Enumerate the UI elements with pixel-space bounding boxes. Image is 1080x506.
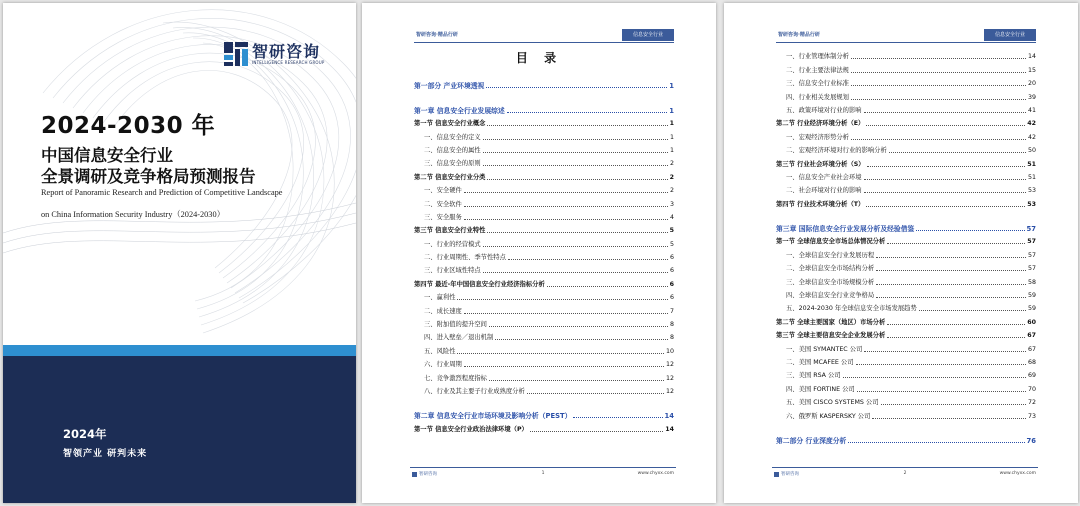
toc-entry-title: 第三章 国际信息安全行业发展分析及经验借鉴 xyxy=(776,225,915,234)
toc-entry-item[interactable] xyxy=(414,128,674,141)
toc-entry-title: 三、安全服务 xyxy=(424,213,462,221)
toc-entry-page: 2 xyxy=(669,160,674,168)
toc-leader-dots xyxy=(851,99,1026,100)
toc-entry-page: 53 xyxy=(1027,187,1036,195)
toc-entry-title: 第一部分 产业环境透视 xyxy=(414,82,485,91)
toc-leader-dots xyxy=(508,259,668,260)
cover-english-title-line1: Report of Panoramic Research and Prediction of Competitive Landscape xyxy=(41,188,283,197)
toc-entry-title: 二、美国 MCAFEE 公司 xyxy=(786,358,854,366)
toc-entry-page: 58 xyxy=(1027,278,1036,286)
toc-list xyxy=(776,48,1036,445)
toc-entry-item[interactable] xyxy=(414,302,674,315)
toc-entry-title: 三、信息安全行业标准 xyxy=(786,80,849,88)
header-industry-tag: 信息安全行业 xyxy=(622,29,674,41)
toc-entry-title: 一、行业的经营模式 xyxy=(424,240,481,248)
toc-entry-item[interactable] xyxy=(776,102,1036,115)
toc-entry-section[interactable] xyxy=(776,155,1036,168)
footer-url[interactable]: www.chyxx.com xyxy=(999,471,1036,476)
toc-leader-dots xyxy=(876,257,1026,258)
toc-leader-dots xyxy=(864,192,1026,193)
toc-leader-dots xyxy=(547,286,668,287)
toc-entry-page: 6 xyxy=(669,267,674,275)
toc-entry-title: 一、信息安全的定义 xyxy=(424,133,481,141)
toc-leader-dots xyxy=(495,339,668,340)
toc-heading: 目 录 xyxy=(515,51,563,65)
toc-entry-title: 二、全球信息安全市场结构分析 xyxy=(786,265,875,273)
toc-entry-title: 第二节 信息安全行业分类 xyxy=(414,173,486,181)
toc-leader-dots xyxy=(848,442,1024,443)
toc-entry-item[interactable] xyxy=(776,394,1036,407)
toc-leader-dots xyxy=(843,377,1026,378)
toc-entry-section[interactable] xyxy=(414,420,674,433)
toc-leader-dots xyxy=(887,337,1025,338)
toc-entry-page: 1 xyxy=(669,106,674,115)
toc-entry-title: 三、行业区域性特点 xyxy=(424,267,481,275)
toc-entry-part[interactable] xyxy=(776,432,1036,445)
toc-entry-title: 二、成长速度 xyxy=(424,307,462,315)
footer-url[interactable]: www.chyxx.com xyxy=(637,471,674,476)
toc-entry-page: 14 xyxy=(1027,53,1036,61)
toc-entry-item[interactable] xyxy=(414,356,674,369)
toc-leader-dots xyxy=(464,313,668,314)
toc-entry-title: 四、进入壁垒／退出机制 xyxy=(424,334,494,342)
page-footer xyxy=(772,467,1038,479)
toc-entry-item[interactable] xyxy=(776,142,1036,155)
toc-entry-section[interactable] xyxy=(776,313,1036,326)
toc-entry-page: 10 xyxy=(665,347,674,355)
toc-entry-section[interactable] xyxy=(414,168,674,181)
toc-entry-item[interactable] xyxy=(776,88,1036,101)
footer-page-number: 2 xyxy=(903,471,907,476)
toc-entry-title: 二、安全软件 xyxy=(424,200,462,208)
header-industry-tag: 信息安全行业 xyxy=(984,29,1036,41)
toc-entry-page: 1 xyxy=(669,133,674,141)
toc-entry-title: 五、政策环境对行业的影响 xyxy=(786,106,862,114)
toc-leader-dots xyxy=(464,366,664,367)
toc-entry-chapter[interactable] xyxy=(776,220,1036,233)
header-publisher: 智研咨询·精品行研 xyxy=(416,32,458,38)
toc-entry-section[interactable] xyxy=(776,115,1036,128)
toc-leader-dots xyxy=(527,393,664,394)
toc-entry-page: 6 xyxy=(669,254,674,262)
toc-entry-item[interactable] xyxy=(414,329,674,342)
toc-leader-dots xyxy=(851,58,1026,59)
toc-entry-chapter[interactable] xyxy=(414,101,674,114)
toc-leader-dots xyxy=(876,297,1026,298)
toc-entry-title: 五、2024-2030 年全球信息安全市场发展趋势 xyxy=(786,305,917,313)
toc-entry-item[interactable] xyxy=(776,340,1036,353)
toc-page-1 xyxy=(362,3,716,503)
toc-entry-item[interactable] xyxy=(414,316,674,329)
toc-leader-dots xyxy=(881,404,1026,405)
toc-leader-dots xyxy=(487,179,667,180)
toc-entry-page: 6 xyxy=(669,280,674,288)
toc-leader-dots xyxy=(464,206,668,207)
toc-entry-page: 6 xyxy=(669,294,674,302)
toc-entry-page: 68 xyxy=(1027,358,1036,366)
toc-leader-dots xyxy=(483,272,668,273)
toc-entry-page: 53 xyxy=(1027,200,1036,208)
toc-entry-page: 12 xyxy=(665,387,674,395)
toc-entry-section[interactable] xyxy=(776,233,1036,246)
toc-entry-page: 1 xyxy=(669,120,674,128)
toc-entry-title: 三、信息安全的原则 xyxy=(424,160,481,168)
toc-leader-dots xyxy=(457,353,664,354)
toc-leader-dots xyxy=(872,418,1026,419)
toc-leader-dots xyxy=(916,230,1024,231)
toc-entry-item[interactable] xyxy=(776,182,1036,195)
toc-entry-item[interactable] xyxy=(414,383,674,396)
toc-entry-item[interactable] xyxy=(776,246,1036,259)
report-cover-page xyxy=(3,3,356,503)
toc-entry-section[interactable] xyxy=(776,327,1036,340)
cover-title-line2: 全景调研及竞争格局预测报告 xyxy=(41,167,256,186)
toc-entry-page: 1 xyxy=(669,82,674,91)
toc-entry-page: 1 xyxy=(669,146,674,154)
toc-entry-title: 第二部分 行业深度分析 xyxy=(776,436,847,445)
toc-entry-page: 57 xyxy=(1027,251,1036,259)
toc-entry-title: 第二节 行业经济环境分析（E） xyxy=(776,120,865,128)
toc-leader-dots xyxy=(487,125,667,126)
toc-entry-page: 7 xyxy=(669,307,674,315)
toc-entry-page: 67 xyxy=(1027,332,1036,340)
toc-entry-title: 一、安全硬件 xyxy=(424,187,462,195)
toc-entry-page: 39 xyxy=(1027,93,1036,101)
toc-entry-title: 三、附加值的提升空间 xyxy=(424,321,487,329)
toc-entry-title: 四、行业相关发展规划 xyxy=(786,93,849,101)
toc-entry-page: 57 xyxy=(1027,265,1036,273)
toc-entry-title: 六、俄罗斯 KASPERSKY 公司 xyxy=(786,412,871,420)
toc-entry-page: 72 xyxy=(1027,399,1036,407)
toc-entry-title: 七、竞争激烈程度指标 xyxy=(424,374,487,382)
toc-entry-item[interactable] xyxy=(414,262,674,275)
toc-leader-dots xyxy=(483,139,668,140)
toc-entry-page: 42 xyxy=(1027,120,1036,128)
toc-entry-page: 41 xyxy=(1027,106,1036,114)
toc-entry-page: 60 xyxy=(1027,318,1036,326)
toc-leader-dots xyxy=(530,431,663,432)
toc-entry-item[interactable] xyxy=(776,407,1036,420)
cover-year-range: 2024-2030 年 xyxy=(41,113,216,139)
toc-entry-title: 第三节 行业社会环境分析（S） xyxy=(776,160,865,168)
toc-entry-title: 第二节 全球主要国家（地区）市场分析 xyxy=(776,318,886,326)
toc-entry-title: 二、行业周期性、季节性特点 xyxy=(424,254,506,262)
cover-english-title-line2: on China Information Security Industry（2024-2030） xyxy=(41,210,225,219)
toc-entry-page: 73 xyxy=(1027,412,1036,420)
toc-leader-dots xyxy=(457,299,668,300)
toc-entry-page: 2 xyxy=(669,187,674,195)
toc-entry-title: 第二章 信息安全行业市场环境及影响分析（PEST） xyxy=(414,412,572,421)
toc-leader-dots xyxy=(489,380,664,381)
toc-entry-item[interactable] xyxy=(776,48,1036,61)
toc-entry-item[interactable] xyxy=(414,249,674,262)
toc-leader-dots xyxy=(864,351,1026,352)
toc-leader-dots xyxy=(864,112,1026,113)
toc-entry-title: 一、美国 SYMANTEC 公司 xyxy=(786,345,863,353)
toc-entry-title: 第四节 最近-年中国信息安全行业经济指标分析 xyxy=(414,280,545,288)
toc-entry-title: 第四节 行业技术环境分析（T） xyxy=(776,200,865,208)
toc-entry-title: 六、行业周期 xyxy=(424,361,462,369)
toc-entry-page: 2 xyxy=(669,173,674,181)
toc-entry-item[interactable] xyxy=(414,235,674,248)
toc-entry-item[interactable] xyxy=(776,128,1036,141)
toc-entry-item[interactable] xyxy=(776,380,1036,393)
toc-entry-page: 50 xyxy=(1027,147,1036,155)
toc-entry-item[interactable] xyxy=(414,289,674,302)
toc-leader-dots xyxy=(464,192,668,193)
toc-entry-page: 8 xyxy=(669,334,674,342)
header-publisher: 智研咨询·精品行研 xyxy=(778,32,820,38)
toc-entry-title: 一、信息安全产业社会环境 xyxy=(786,173,862,181)
toc-leader-dots xyxy=(487,232,667,233)
toc-entry-title: 第三节 信息安全行业特性 xyxy=(414,227,486,235)
toc-entry-part[interactable] xyxy=(414,77,674,90)
logo-mark-icon xyxy=(223,41,249,67)
toc-leader-dots xyxy=(857,391,1026,392)
toc-entry-page: 12 xyxy=(665,361,674,369)
toc-entry-page: 51 xyxy=(1027,173,1036,181)
toc-entry-item[interactable] xyxy=(776,354,1036,367)
toc-entry-item[interactable] xyxy=(776,169,1036,182)
toc-leader-dots xyxy=(856,364,1026,365)
toc-leader-dots xyxy=(851,139,1026,140)
cover-title-line1: 中国信息安全行业 xyxy=(41,146,173,165)
page-header xyxy=(776,29,1036,43)
toc-entry-page: 8 xyxy=(669,321,674,329)
toc-entry-title: 第一节 全球信息安全市场总体情况分析 xyxy=(776,238,886,246)
toc-entry-page: 14 xyxy=(665,425,674,433)
toc-entry-title: 三、美国 RSA 公司 xyxy=(786,372,841,380)
toc-entry-item[interactable] xyxy=(776,367,1036,380)
toc-list xyxy=(414,77,674,434)
toc-entry-page: 57 xyxy=(1026,225,1036,234)
toc-entry-item[interactable] xyxy=(414,142,674,155)
toc-entry-page: 59 xyxy=(1027,305,1036,313)
toc-entry-page: 67 xyxy=(1027,345,1036,353)
toc-entry-title: 八、行业及其主要子行业成熟度分析 xyxy=(424,387,525,395)
toc-entry-item[interactable] xyxy=(776,300,1036,313)
toc-entry-title: 第三节 全球主要信息安全企业发展分析 xyxy=(776,332,886,340)
footer-page-number: 1 xyxy=(541,471,545,476)
toc-entry-page: 76 xyxy=(1026,436,1036,445)
toc-entry-page: 5 xyxy=(669,227,674,235)
toc-leader-dots xyxy=(876,270,1026,271)
toc-entry-title: 一、宏观经济形势分析 xyxy=(786,133,849,141)
toc-leader-dots xyxy=(464,219,668,220)
toc-entry-title: 第一节 信息安全行业政治法律环境（P） xyxy=(414,425,528,433)
toc-leader-dots xyxy=(489,326,668,327)
toc-entry-page: 5 xyxy=(669,240,674,248)
toc-entry-page: 69 xyxy=(1027,372,1036,380)
toc-entry-item[interactable] xyxy=(776,61,1036,74)
page-footer xyxy=(410,467,676,479)
toc-entry-title: 一、行业管理体制分析 xyxy=(786,53,849,61)
toc-entry-section[interactable] xyxy=(414,275,674,288)
toc-entry-title: 五、风险性 xyxy=(424,347,456,355)
logo-name-en: INTELLIGENCE RESEARCH GROUP xyxy=(252,60,325,65)
toc-entry-page: 42 xyxy=(1027,133,1036,141)
toc-entry-page: 4 xyxy=(669,213,674,221)
toc-entry-page: 59 xyxy=(1027,292,1036,300)
toc-entry-item[interactable] xyxy=(776,287,1036,300)
toc-entry-title: 一、赢利性 xyxy=(424,294,456,302)
toc-entry-title: 二、行业主要法律法规 xyxy=(786,66,849,74)
toc-entry-item[interactable] xyxy=(414,342,674,355)
toc-entry-section[interactable] xyxy=(414,222,674,235)
toc-entry-item[interactable] xyxy=(414,209,674,222)
cover-slogan: 智领产业 研判未来 xyxy=(63,449,148,459)
toc-page-2 xyxy=(724,3,1078,503)
toc-leader-dots xyxy=(876,284,1026,285)
toc-entry-title: 二、信息安全的属性 xyxy=(424,146,481,154)
toc-entry-title: 五、美国 CISCO SYSTEMS 公司 xyxy=(786,399,879,407)
toc-leader-dots xyxy=(867,166,1026,167)
toc-entry-section[interactable] xyxy=(776,195,1036,208)
logo-name-cn: 智研咨询 xyxy=(252,42,321,61)
toc-entry-title: 四、全球信息安全行业竞争格局 xyxy=(786,292,875,300)
toc-entry-page: 70 xyxy=(1027,385,1036,393)
toc-entry-item[interactable] xyxy=(414,369,674,382)
toc-entry-item[interactable] xyxy=(776,260,1036,273)
toc-entry-title: 第一节 信息安全行业概念 xyxy=(414,120,486,128)
toc-entry-page: 14 xyxy=(664,412,674,421)
cover-year: 2024年 xyxy=(63,427,107,441)
cover-navy-block xyxy=(3,356,356,503)
toc-leader-dots xyxy=(573,417,662,418)
toc-entry-title: 第一章 信息安全行业发展综述 xyxy=(414,106,505,115)
toc-entry-item[interactable] xyxy=(776,273,1036,286)
toc-entry-title: 二、宏观经济环境对行业的影响分析 xyxy=(786,147,887,155)
toc-entry-title: 三、全球信息安全市场规模分析 xyxy=(786,278,875,286)
toc-leader-dots xyxy=(507,112,668,113)
toc-entry-item[interactable] xyxy=(414,155,674,168)
toc-entry-page: 15 xyxy=(1027,66,1036,74)
toc-leader-dots xyxy=(887,243,1025,244)
toc-leader-dots xyxy=(887,324,1025,325)
toc-entry-page: 3 xyxy=(669,200,674,208)
toc-leader-dots xyxy=(851,72,1026,73)
footer-logo-text: 智研咨询 xyxy=(419,472,437,477)
toc-entry-page: 20 xyxy=(1027,80,1036,88)
toc-leader-dots xyxy=(483,152,668,153)
toc-leader-dots xyxy=(866,206,1025,207)
toc-leader-dots xyxy=(866,125,1025,126)
toc-entry-title: 二、社会环境对行业的影响 xyxy=(786,187,862,195)
toc-leader-dots xyxy=(483,165,668,166)
cover-accent-bar xyxy=(3,345,356,356)
toc-entry-page: 51 xyxy=(1027,160,1036,168)
toc-leader-dots xyxy=(889,152,1026,153)
toc-leader-dots xyxy=(483,246,668,247)
toc-leader-dots xyxy=(864,179,1026,180)
company-logo xyxy=(223,41,325,67)
toc-entry-page: 57 xyxy=(1027,238,1036,246)
toc-entry-title: 一、全球信息安全行业发展历程 xyxy=(786,251,875,259)
toc-entry-page: 12 xyxy=(665,374,674,382)
toc-entry-title: 四、美国 FORTINE 公司 xyxy=(786,385,855,393)
toc-entry-chapter[interactable] xyxy=(414,407,674,420)
footer-logo-text: 智研咨询 xyxy=(781,472,799,477)
toc-entry-item[interactable] xyxy=(414,195,674,208)
toc-entry-item[interactable] xyxy=(776,75,1036,88)
toc-entry-item[interactable] xyxy=(414,182,674,195)
toc-entry-section[interactable] xyxy=(414,115,674,128)
page-header xyxy=(414,29,674,43)
toc-leader-dots xyxy=(851,85,1026,86)
toc-leader-dots xyxy=(486,87,667,88)
toc-leader-dots xyxy=(919,310,1026,311)
